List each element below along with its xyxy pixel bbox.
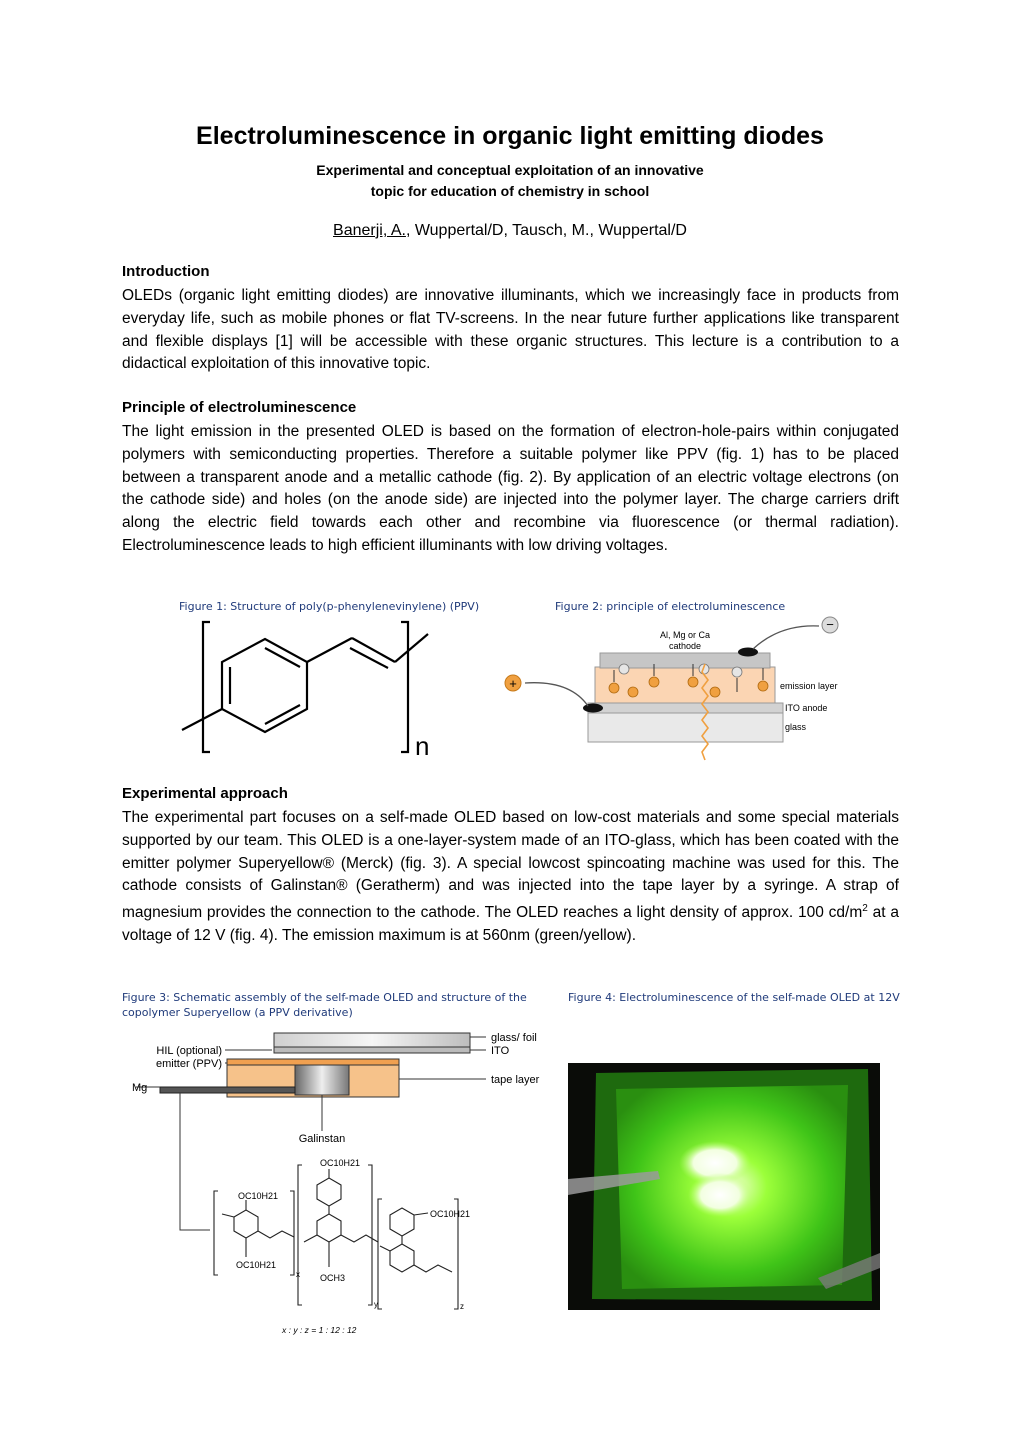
label-mg: Mg [132,1082,148,1094]
svg-text:−: − [826,617,834,632]
author-primary: Banerji, A. [333,222,406,239]
label-x: x [296,1270,300,1279]
heading-principle: Principle of electroluminescence [122,399,357,416]
label-z: z [460,1302,464,1311]
ito-layer [274,1047,470,1053]
repeat-unit-n: n [415,731,430,761]
ito-layer [588,703,783,713]
benzene-ring [222,639,307,732]
right-bracket [401,622,408,752]
glass-layer [588,712,783,742]
label-och3: OCH3 [320,1273,346,1283]
figure-1-ppv-structure [170,612,460,762]
figure-3-oled-assembly [122,1025,552,1340]
label-tape-layer: tape layer [491,1074,540,1086]
figure-3-caption: Figure 3: Schematic assembly of the self-made OLED and structure of the copolymer Superyellow (a PPV derivative) [122,991,527,1019]
author-rest: , Wuppertal/D, Tausch, M., Wuppertal/D [405,222,687,239]
author-line [0,222,1020,240]
heading-introduction: Introduction [122,263,210,280]
label-oc10h21-d: OC10H21 [430,1209,471,1219]
label-glass-foil: glass/ foil [491,1032,537,1044]
label-ito: ITO [491,1045,510,1057]
svg-text:+: + [509,676,517,691]
label-emitter: emitter (PPV) [155,1058,222,1070]
paragraph-principle: The light emission in the presented OLED is based on the formation of electron-hole-pairs within conjugated polymers with semiconducting properties. Therefore a suitable polymer like PPV (fig. 1) has to be placed between a transparent anode and a metallic cathode (fig. 2). By application of an electric voltage electrons (on the cathode side) and holes (on the anode side) are injected into the polymer layer. The charge carriers drift along the electric field towards each other and recombine via fluorescence (or thermal radiation). Electroluminescence leads to high efficient illuminants with low driving voltages. [122,423,899,554]
paper-subtitle [0,160,1020,202]
label-galinstan: Galinstan [298,1133,346,1145]
label-y: y [374,1300,378,1309]
mg-strip [160,1087,295,1093]
subtitle-line-2: topic for education of chemistry in school [370,183,650,199]
heading-experimental: Experimental approach [122,785,288,802]
glass-foil-layer [274,1033,470,1047]
bright-spot-bottom [688,1173,752,1217]
galinstan-cathode [295,1065,349,1095]
figure-4-caption: Figure 4: Electroluminescence of the self-made OLED at 12V [568,991,900,1004]
figure-2-caption: Figure 2: principle of electroluminescence [555,600,786,613]
label-emission-layer: emission layer [780,681,838,691]
label-oc10h21-b: OC10H21 [236,1260,277,1270]
label-glass: glass [785,722,807,732]
left-bracket [203,622,210,752]
paragraph-introduction: OLEDs (organic light emitting diodes) are innovative illuminants, which we increasingly face in products from everyday life, such as mobile phones or flat TV-screens. In the near future further applications like transparent and flexible displays [1] will be accessible with these organic structures. This lecture is a contribution to a didactical exploitation of this innovative topic. [122,287,899,373]
superyellow-structure [214,1165,458,1309]
label-hil: HIL (optional) [156,1045,222,1057]
figure-2-electroluminescence-diagram [495,612,865,772]
figure-1-caption: Figure 1: Structure of poly(p-phenylenevinylene) (PPV) [179,600,480,613]
cathode-contact [738,648,758,657]
figure-4-oled-photo [568,1063,880,1310]
paper-title: Electroluminescence in organic light emitting diodes [196,122,824,150]
label-oc10h21-a: OC10H21 [238,1191,279,1201]
paragraph-experimental: The experimental part focuses on a self-made OLED based on low-cost materials and some special materials supported by our team. This OLED is a one-layer-system made of an ITO-glass, which has been coated with the emitter polymer Superyellow® (Merck) (fig. 3). A special lowcost spincoating machine was used for this. The cathode consists of Galinstan® (Geratherm) and was injected into the tape layer by a syringe. A strap of magnesium provides the connection to the cathode. The OLED reaches a light density of approx. 100 $cd/m^2$ at a voltage of 12 V (fig. 4). The emission maximum is at 560nm (green/yellow). [122,809,899,945]
label-ratio: x : y : z = 1 : 12 : 12 [282,1325,357,1335]
emitter-layer [227,1059,399,1065]
anode-contact [583,704,603,713]
subtitle-line-1: Experimental and conceptual exploitation of an innovative [316,162,704,178]
label-ito-anode: ITO anode [785,703,828,713]
label-oc10h21-c: OC10H21 [320,1158,361,1168]
label-cathode: cathode [668,641,702,651]
label-cathode-materials: Al, Mg or Ca [659,630,711,640]
